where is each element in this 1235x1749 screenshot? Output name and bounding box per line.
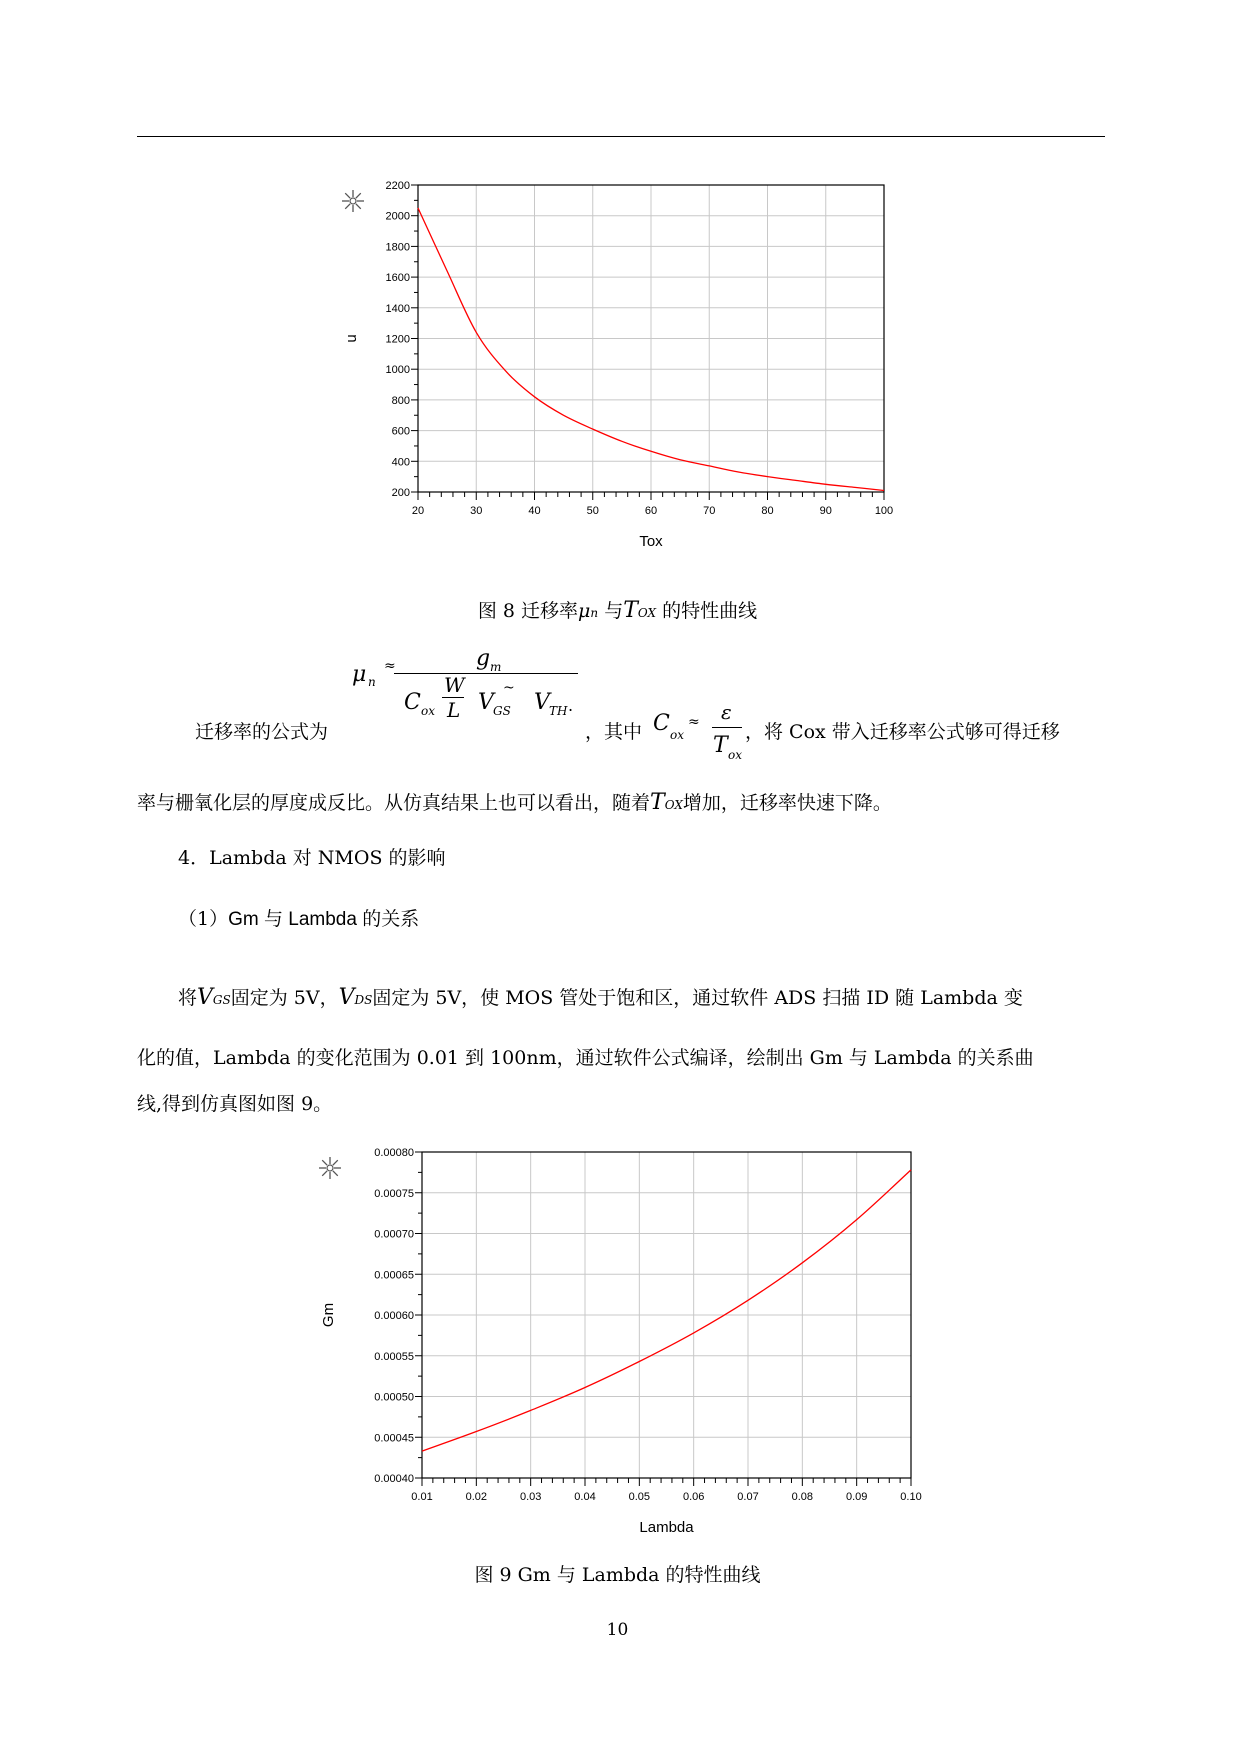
spark-ray <box>356 204 361 209</box>
subsection-heading: Gm 与 Lambda 的关系 <box>228 909 420 930</box>
t-symbol: T <box>623 598 638 623</box>
spark-core <box>327 1165 333 1171</box>
figure9-chart <box>305 1130 935 1545</box>
y-tick-label: 800 <box>391 394 410 407</box>
formula-mid-text: ，其中 <box>585 721 643 743</box>
y-tick-label: 400 <box>391 456 410 469</box>
header-rule <box>137 136 1105 137</box>
formula-fraction-line <box>394 673 578 674</box>
spark-ray <box>333 1171 338 1176</box>
y-tick-label: 1200 <box>385 333 410 346</box>
caption-text: 与 <box>604 600 624 622</box>
x-tick-label: 0.06 <box>682 1491 705 1503</box>
y-tick-label: 1400 <box>385 302 410 315</box>
para1 <box>137 788 892 815</box>
para2-text: 将 <box>178 987 198 1009</box>
spark-ray <box>322 1171 327 1176</box>
caption-text: 的特性曲线 <box>662 600 758 622</box>
cox-sub: ox <box>670 728 684 742</box>
para2-text: 固定为 5V，使 MOS 管处于饱和区，通过软件 ADS 扫描 ID 随 Lambda 变 <box>372 987 1023 1009</box>
x-tick-label: 0.03 <box>519 1491 542 1503</box>
para2-v: V <box>197 985 213 1010</box>
x-axis-label: Lambda <box>639 1519 694 1536</box>
para2-line3: 线,得到仿真图如图 9。 <box>137 1093 333 1115</box>
cox-approx: ≈ <box>688 714 700 730</box>
formula-approx: ≈ <box>384 658 396 674</box>
formula-lead-text: 迁移率的公式为 <box>195 721 329 743</box>
formula-vgs-sub: GS <box>493 704 511 718</box>
formula-c-sub: ox <box>421 704 435 718</box>
para2-v: V <box>338 985 355 1010</box>
formula-vth-sub: TH <box>549 704 568 718</box>
formula-mu: μ <box>352 662 367 687</box>
para2-ds-sub: DS <box>354 993 373 1007</box>
x-tick-label: 90 <box>819 505 832 517</box>
cox-t: T <box>713 733 728 758</box>
x-tick-label: 0.04 <box>574 1491 596 1503</box>
y-tick-label: 1800 <box>385 241 410 254</box>
figure8-chart <box>330 175 910 560</box>
formula-c: C <box>404 690 421 715</box>
formula-gm: g <box>476 646 491 671</box>
y-tick-label: 2200 <box>385 180 410 192</box>
y-tick-label: 0.00075 <box>374 1187 414 1200</box>
formula-mu-sub: n <box>368 675 376 689</box>
formula-w: W <box>444 673 465 697</box>
x-tick-label: 0.05 <box>628 1491 651 1503</box>
para1-t: T <box>650 790 665 815</box>
x-tick-label: 60 <box>644 505 658 517</box>
y-tick-label: 1000 <box>385 364 410 377</box>
x-tick-label: 100 <box>874 505 894 517</box>
y-tick-label: 0.00070 <box>374 1228 414 1241</box>
cox-c: C <box>653 711 670 736</box>
page-number: 10 <box>606 1620 629 1640</box>
cox-epsilon: ε <box>721 700 732 724</box>
formula-tail-text: ，将 Cox 带入迁移率公式够可得迁移 <box>745 721 1060 743</box>
x-tick-label: 0.10 <box>900 1491 922 1503</box>
para2-gs-sub: GS <box>212 993 231 1007</box>
para2-line1 <box>178 983 1023 1010</box>
formula-tilde: ~ <box>503 680 515 696</box>
x-tick-label: 0.07 <box>737 1491 759 1503</box>
y-tick-label: 600 <box>391 425 410 438</box>
figure8-caption <box>0 596 1235 623</box>
mu-subscript: n <box>590 606 599 620</box>
x-tick-label: 30 <box>470 505 483 517</box>
x-tick-label: 20 <box>411 505 425 517</box>
para1-t-sub: OX <box>664 798 683 812</box>
y-tick-label: 0.00050 <box>374 1391 414 1404</box>
y-axis-label: Gm <box>320 1302 337 1328</box>
x-tick-label: 0.08 <box>791 1491 814 1503</box>
spark-ray <box>356 193 361 198</box>
y-tick-label: 0.00045 <box>374 1432 414 1445</box>
formula-gm-sub: m <box>490 660 502 674</box>
spark-core <box>350 198 356 204</box>
para2-line2: 化的值，Lambda 的变化范围为 0.01 到 100nm，通过软件公式编译，绘制出 Gm 与 Lambda 的关系曲 <box>137 1047 1034 1069</box>
x-tick-label: 50 <box>586 505 599 517</box>
cox-fraction-line <box>712 727 742 728</box>
para2-text: 固定为 5V， <box>230 987 339 1009</box>
y-tick-label: 0.00055 <box>374 1350 414 1363</box>
formula-vth: V <box>534 690 550 715</box>
spark-ray <box>322 1160 327 1165</box>
y-tick-label: 0.00060 <box>374 1310 414 1322</box>
formula-l: L <box>447 698 461 722</box>
figure8-svg <box>330 175 910 560</box>
spark-ray <box>345 193 350 198</box>
subsection-number: （1） <box>178 908 229 930</box>
y-tick-label: 0.00065 <box>374 1269 414 1282</box>
mu-symbol: μ <box>578 600 591 622</box>
t-subscript: OX <box>637 606 657 620</box>
y-tick-label: 1600 <box>385 272 410 285</box>
spark-ray <box>333 1160 338 1165</box>
y-tick-label: 2000 <box>385 210 410 223</box>
y-tick-label: 0.00040 <box>374 1473 414 1485</box>
x-tick-label: 0.02 <box>465 1491 488 1503</box>
figure9-caption: 图 9 Gm 与 Lambda 的特性曲线 <box>474 1564 761 1586</box>
para1-text: 率与栅氧化层的厚度成反比。从仿真结果上也可以看出，随着 <box>137 792 651 814</box>
x-tick-label: 0.09 <box>845 1491 868 1503</box>
x-axis-label: Tox <box>639 533 663 550</box>
x-tick-label: 80 <box>761 505 774 517</box>
cox-t-sub: ox <box>728 748 742 762</box>
formula-vgs: V <box>478 690 494 715</box>
y-axis-label: u <box>343 334 360 343</box>
figure9-svg <box>305 1130 935 1545</box>
x-tick-label: 40 <box>528 505 541 517</box>
x-tick-label: 70 <box>703 505 716 517</box>
caption-text: 图 8 迁移率 <box>477 600 579 622</box>
formula-dot: . <box>568 696 574 715</box>
y-tick-label: 0.00080 <box>374 1147 414 1159</box>
section-heading: 4．Lambda 对 NMOS 的影响 <box>178 847 446 869</box>
y-tick-label: 200 <box>391 487 410 499</box>
x-tick-label: 0.01 <box>411 1491 433 1503</box>
spark-ray <box>345 204 350 209</box>
para1-text: 增加，迁移率快速下降。 <box>682 792 892 814</box>
